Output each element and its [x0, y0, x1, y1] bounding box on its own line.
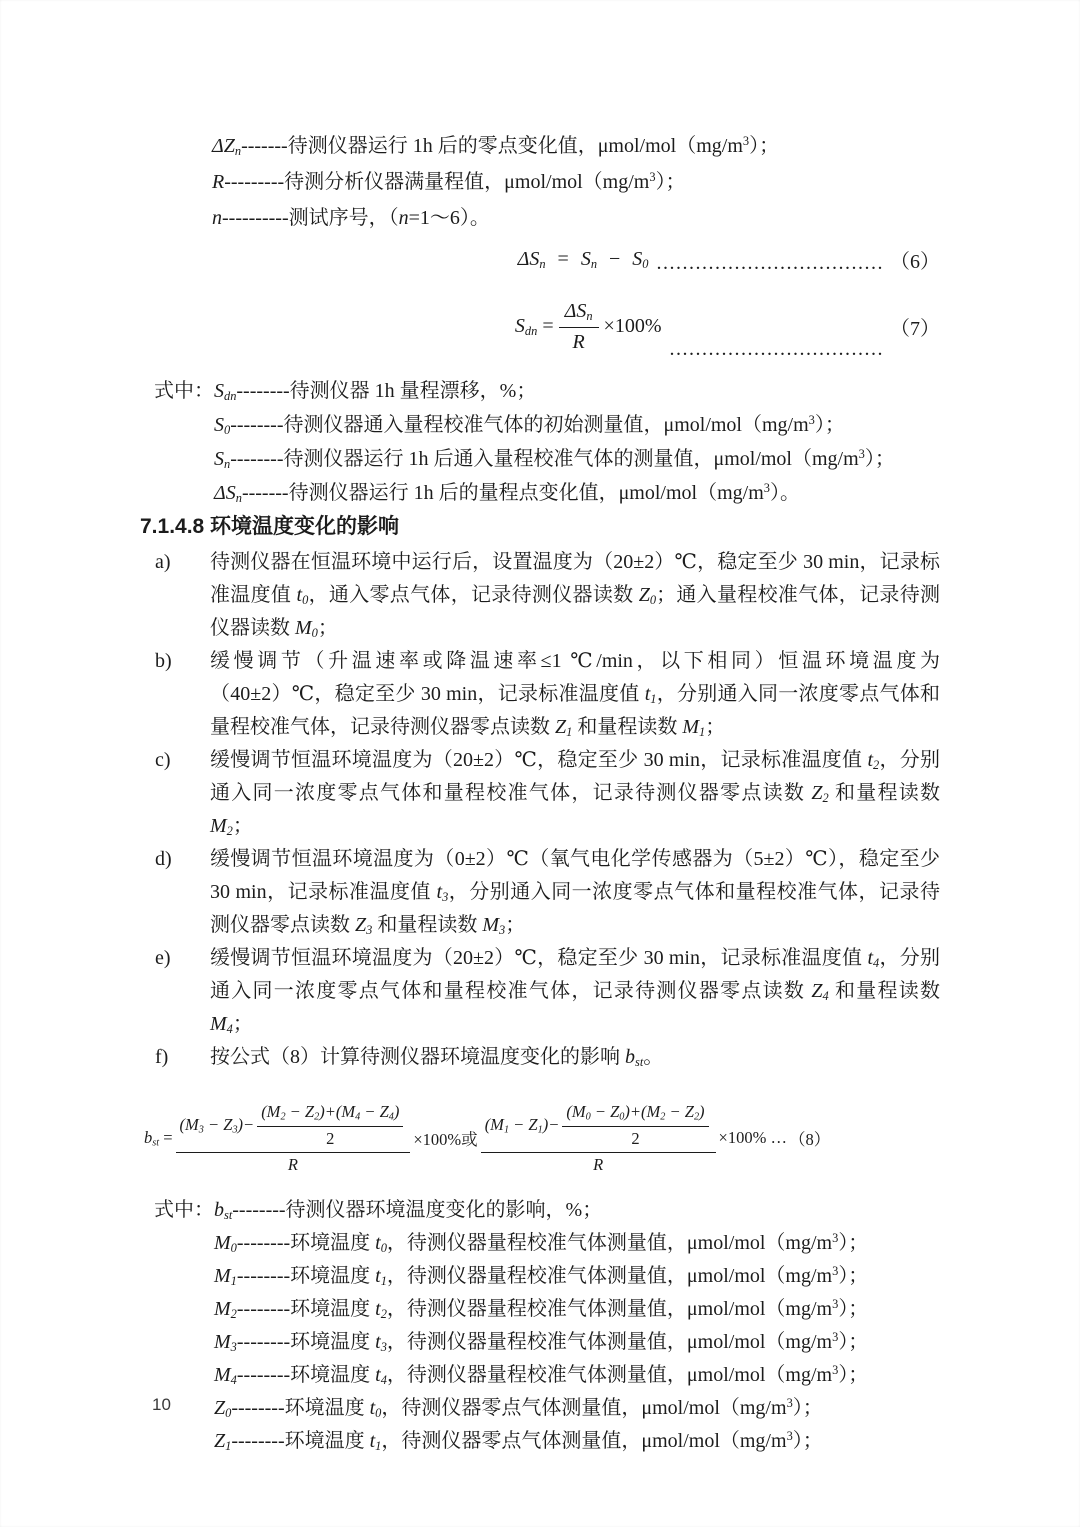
fraction [559, 298, 599, 355]
where-row [140, 1293, 940, 1326]
symbol: R [212, 171, 225, 193]
where-row [140, 1260, 940, 1293]
list-item-text: 按公式（8）计算待测仪器环境温度变化的影响 $b_{st}$。 [210, 1046, 664, 1070]
symbol: $Z_0$ [214, 1397, 232, 1421]
list-item-b [140, 645, 940, 744]
where-row [140, 1425, 940, 1458]
list-item-text: 缓慢调节恒温环境温度为（20±2）℃，稳定至少 30 min，记录标准温度值 $t_2$，分别通入同一浓度零点气体和量程校准气体，记录待测仪器零点读数 $Z_2$ 和量程读数 $M_2$； [210, 749, 941, 839]
list-item-e [140, 942, 940, 1041]
where-row [140, 442, 940, 476]
dot-leader: ................................. [669, 338, 884, 360]
equation-number: （8） [788, 1130, 831, 1149]
list-item-c [140, 744, 940, 843]
equation-lhs: $b_{st}$ = [144, 1128, 173, 1149]
dash-leader: ---------- [222, 207, 289, 229]
dash-leader: -------- [236, 1298, 291, 1320]
symbol: $\Delta S_n$ [214, 482, 242, 506]
fraction-1 [176, 1100, 411, 1176]
inner-numerator: $(M_0 - Z_0)+(M_2 - Z_2)$ [562, 1101, 708, 1127]
definition-text: 环境温度 $t_0$，待测仪器量程校准气体测量值，μmol/$mol(mg/m^3)$； [290, 1231, 869, 1256]
list-item-label: e) [155, 947, 171, 969]
symbol-definitions-top [212, 128, 940, 236]
numerator-term: $(M_3 - Z_3)-$ [179, 1114, 255, 1136]
dash-leader: -------- [231, 1397, 285, 1419]
fraction-numerator [176, 1100, 411, 1153]
definition-text: 环境温度 $t_1$，待测仪器量程校准气体测量值，μmol/$mol(mg/m^3)$； [290, 1264, 869, 1289]
symbol: $M_1$ [214, 1265, 237, 1289]
where-row [140, 476, 940, 510]
procedure-list [140, 546, 940, 1074]
definition-text: 环境温度 $t_1$，待测仪器零点气体测量值，μmol/$mol(mg/m^3)$； [284, 1429, 823, 1454]
definition-text: 待测仪器 1h 量程漂移，%； [289, 380, 537, 402]
symbol: $\Delta Z_n$ [212, 135, 242, 159]
inner-denominator: 2 [631, 1128, 640, 1148]
symbol: $S_n$ [214, 448, 231, 472]
page-content [140, 128, 940, 1458]
dot-leader: ................................... [656, 252, 884, 274]
list-item-label: f) [155, 1046, 169, 1068]
where-row [140, 1227, 940, 1260]
definition-text: 测试序号，（n=1～6）。 [288, 207, 490, 229]
where-prefix: 式中： [154, 380, 214, 402]
dash-leader: -------- [231, 1430, 285, 1452]
list-item-a [140, 546, 940, 645]
equation-multiplier: ×100% [603, 314, 662, 337]
numerator-term: $(M_1 - Z_1)-$ [484, 1114, 560, 1136]
definition-text: 待测仪器运行 1h 后的量程点变化值，μmol/$mol(mg/m^3)$。 [288, 481, 800, 504]
symbol: n [212, 207, 222, 229]
where-block-2 [140, 1194, 940, 1458]
dash-leader: -------- [236, 380, 290, 402]
dash-leader: ------- [241, 135, 288, 157]
list-item-label: d) [155, 848, 172, 870]
definition-text: 环境温度 $t_3$，待测仪器量程校准气体测量值，μmol/$mol(mg/m^3)$； [290, 1330, 869, 1355]
dash-leader: -------- [236, 1232, 291, 1254]
definition-row [212, 164, 940, 200]
inner-numerator: $(M_2 - Z_2)+(M_4 - Z_4)$ [257, 1101, 403, 1127]
definition-row [212, 128, 940, 164]
symbol: $M_4$ [214, 1364, 237, 1388]
dash-leader: -------- [236, 1331, 291, 1353]
list-item-text: 缓慢调节（升温速率或降温速率≤1 ℃/min，以下相同）恒温环境温度为（40±2）℃，稳定至少 30 min，记录标准温度值 $t_1$，分别通入同一浓度零点气体和量程校准气体，记录待测仪器零点读数 $Z_1$ 和量程读数 $M_1$； [210, 650, 941, 740]
symbol: $S_{dn}$ [214, 380, 237, 404]
equation-lhs: $S_{dn}$ = [514, 314, 554, 338]
symbol: $S_0$ [214, 414, 231, 438]
equation-8 [144, 1094, 940, 1182]
definition-text: 环境温度 $t_0$，待测仪器零点气体测量值，μmol/$mol(mg/m^3)$； [284, 1396, 823, 1421]
dash-leader: ------- [241, 482, 289, 504]
where-row [140, 1194, 940, 1227]
dash-leader: -------- [230, 414, 284, 436]
equation-number: （7） [890, 317, 940, 340]
definition-text: 待测分析仪器满量程值，μmol/$mol(mg/m^3)$； [284, 170, 686, 193]
inner-fraction [257, 1101, 403, 1149]
list-item-label: b) [155, 650, 172, 672]
dash-leader: -------- [232, 1199, 286, 1221]
definition-row [212, 200, 940, 236]
equation-middle: ×100%或 [413, 1130, 478, 1149]
fraction-denominator: R [572, 330, 585, 353]
fraction-numerator [481, 1100, 716, 1153]
equation-6 [140, 242, 940, 276]
where-block-1 [140, 374, 940, 510]
dash-leader: -------- [230, 448, 284, 470]
symbol: $M_2$ [214, 1298, 237, 1322]
where-row [140, 408, 940, 442]
equation-body: $\Delta S_n = S_n - S_0$ [517, 247, 649, 271]
where-prefix: 式中： [154, 1199, 214, 1221]
where-row [140, 1392, 940, 1425]
equation-number: （6） [890, 250, 940, 273]
fraction-denominator: R [593, 1155, 604, 1175]
fraction-2 [481, 1100, 716, 1176]
where-row [140, 1326, 940, 1359]
list-item-text: 待测仪器在恒温环境中运行后，设置温度为（20±2）℃，稳定至少 30 min，记录标准温度值 $t_0$，通入零点气体，记录待测仪器读数 $Z_0$；通入量程校准气体，记录待测仪器读数 $M_0$； [210, 551, 941, 641]
dash-leader: --------- [224, 171, 285, 193]
list-item-label: a) [155, 551, 171, 573]
where-row [140, 374, 940, 408]
definition-text: 环境温度 $t_2$，待测仪器量程校准气体测量值，μmol/$mol(mg/m^3)$； [290, 1297, 869, 1322]
definition-text: 待测仪器环境温度变化的影响，%； [285, 1199, 603, 1221]
symbol: $M_0$ [214, 1232, 237, 1256]
symbol: $Z_1$ [214, 1430, 232, 1454]
list-item-f [140, 1041, 940, 1074]
fraction-denominator: R [287, 1155, 298, 1175]
list-item-text: 缓慢调节恒温环境温度为（20±2）℃，稳定至少 30 min，记录标准温度值 $t_4$，分别通入同一浓度零点气体和量程校准气体，记录待测仪器零点读数 $Z_4$ 和量程读数 $M_4$； [210, 947, 941, 1037]
page-number: 10 [152, 1395, 171, 1414]
list-item-text: 缓慢调节恒温环境温度为（0±2）℃（氧气电化学传感器为（5±2）℃），稳定至少 30 min，记录标准温度值 $t_3$，分别通入同一浓度零点气体和量程校准气体，记录待测仪器零点读数 $Z_3$ 和量程读数 $M_3$； [210, 848, 940, 938]
equation-tail: ×100% … [718, 1128, 787, 1147]
inner-denominator: 2 [326, 1128, 335, 1148]
section-heading: 7.1.4.8 环境温度变化的影响 [140, 515, 400, 538]
definition-text: 待测仪器运行 1h 后的零点变化值，μmol/$mol(mg/m^3)$； [287, 134, 780, 157]
list-item-label: c) [155, 749, 171, 771]
definition-text: 待测仪器运行 1h 后通入量程校准气体的测量值，μmol/$mol(mg/m^3)$； [283, 447, 895, 470]
definition-text: 待测仪器通入量程校准气体的初始测量值，μmol/$mol(mg/m^3)$； [283, 413, 845, 436]
dash-leader: -------- [236, 1364, 291, 1386]
equation-7 [140, 290, 940, 362]
symbol: $b_{st}$ [214, 1199, 233, 1223]
fraction-numerator: $\Delta S_n$ [559, 298, 599, 328]
symbol: $M_3$ [214, 1331, 237, 1355]
list-item-d [140, 843, 940, 942]
inner-fraction [562, 1101, 708, 1149]
definition-text: 环境温度 $t_4$，待测仪器量程校准气体测量值，μmol/$mol(mg/m^3)$； [290, 1363, 869, 1388]
dash-leader: -------- [236, 1265, 291, 1287]
where-row [140, 1359, 940, 1392]
